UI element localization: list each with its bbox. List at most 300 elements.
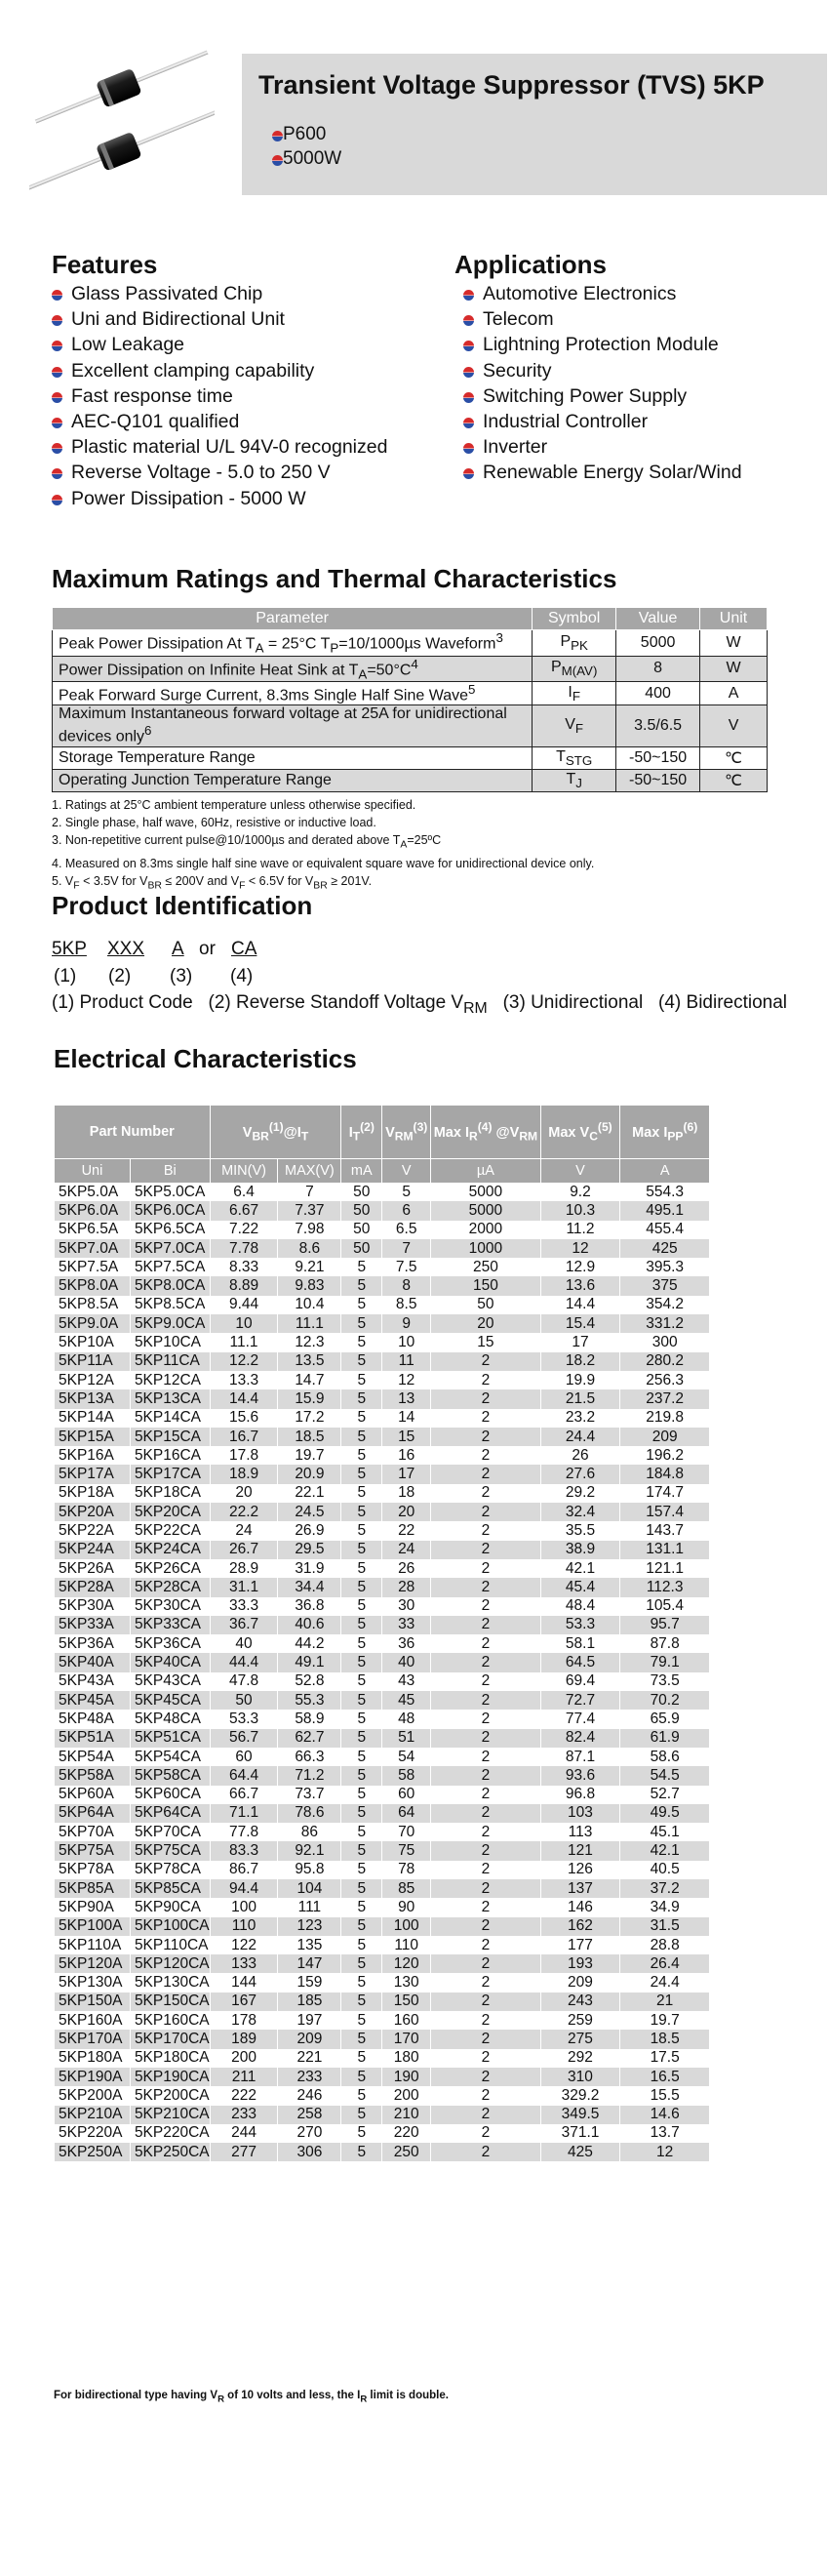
table-cell: 5KP36CA — [130, 1634, 210, 1653]
table-cell: 12.9 — [540, 1258, 620, 1276]
electrical-heading: Electrical Characteristics — [54, 1044, 357, 1073]
table-cell: 5 — [341, 1559, 382, 1578]
num-2: (2) — [108, 966, 132, 986]
table-cell: 5KP64CA — [130, 1804, 210, 1823]
table-cell: 130 — [382, 1973, 431, 1992]
table-row — [55, 1465, 710, 1483]
table-cell: 15.5 — [620, 2086, 710, 2105]
table-cell: 5KP130CA — [130, 1973, 210, 1992]
table-cell: 5KP70A — [55, 1823, 131, 1841]
table-cell: 237.2 — [620, 1389, 710, 1408]
table-cell: 92.1 — [278, 1841, 341, 1860]
code-product: 5KP — [52, 939, 87, 959]
table-cell: 5KP120A — [55, 1954, 131, 1973]
ratings-cell-symbol: $P_{PK}$ — [533, 630, 616, 657]
application-item: Telecom — [483, 308, 554, 331]
table-row — [55, 1446, 710, 1465]
table-cell: 2 — [431, 2106, 540, 2124]
table-cell: 47.8 — [210, 1672, 278, 1691]
table-cell: 8.5 — [382, 1296, 431, 1314]
table-cell: 5KP15CA — [130, 1428, 210, 1446]
table-cell: 219.8 — [620, 1409, 710, 1428]
table-cell: 26 — [382, 1559, 431, 1578]
table-cell: 86 — [278, 1823, 341, 1841]
table-cell: 5 — [341, 1804, 382, 1823]
table-row — [55, 1861, 710, 1879]
table-cell: 5 — [341, 2106, 382, 2124]
electrical-header-cell: Part Number — [55, 1106, 211, 1159]
table-cell: 5 — [341, 1389, 382, 1408]
table-row — [55, 1973, 710, 1992]
table-cell: 495.1 — [620, 1201, 710, 1220]
ratings-cell-unit: ℃ — [700, 769, 768, 791]
table-cell: 2000 — [431, 1221, 540, 1239]
bullet-icon — [52, 290, 62, 301]
table-cell: 222 — [210, 2086, 278, 2105]
features-heading: Features — [52, 250, 158, 279]
table-cell: 5 — [341, 1823, 382, 1841]
table-row — [55, 1653, 710, 1671]
ratings-row — [53, 656, 768, 682]
table-cell: 20 — [382, 1503, 431, 1521]
ratings-cell-parameter: Peak Power Dissipation At $T_A = 25^\circ C$ $T_P=10/1000\mu s$ Waveform$^3$ — [53, 630, 533, 657]
table-row — [55, 1183, 710, 1201]
num-3: (3) — [170, 966, 193, 986]
table-cell: 17.5 — [620, 2049, 710, 2068]
table-cell: 7 — [382, 1239, 431, 1258]
table-cell: 9.83 — [278, 1276, 341, 1295]
table-row — [55, 1710, 710, 1728]
table-cell: 5KP36A — [55, 1634, 131, 1653]
table-cell: 5KP5.0A — [55, 1183, 131, 1201]
table-cell: 5KP64A — [55, 1804, 131, 1823]
table-cell: 28 — [382, 1578, 431, 1596]
ratings-table — [52, 607, 768, 792]
table-cell: 2 — [431, 1484, 540, 1503]
table-cell: 96.8 — [540, 1786, 620, 1804]
feature-item: Low Leakage — [71, 334, 185, 356]
table-row — [55, 1409, 710, 1428]
table-cell: 16.5 — [620, 2068, 710, 2086]
table-cell: 5KP210A — [55, 2106, 131, 2124]
electrical-unit-cell: A — [620, 1159, 710, 1184]
table-row — [55, 1258, 710, 1276]
table-cell: 2 — [431, 1898, 540, 1916]
table-cell: 2 — [431, 1521, 540, 1540]
table-cell: 24 — [210, 1521, 278, 1540]
table-cell: 17.8 — [210, 1446, 278, 1465]
table-row — [55, 1597, 710, 1616]
table-cell: 135 — [278, 1936, 341, 1954]
table-cell: 122 — [210, 1936, 278, 1954]
table-cell: 5KP78A — [55, 1861, 131, 1879]
table-cell: 5KP7.0A — [55, 1239, 131, 1258]
table-cell: 15.9 — [278, 1389, 341, 1408]
table-cell: 2 — [431, 2143, 540, 2161]
feature-item: AEC-Q101 qualified — [71, 411, 240, 432]
bullet-icon — [463, 468, 474, 479]
table-cell: 5KP85A — [55, 1879, 131, 1898]
table-cell: 233 — [278, 2068, 341, 2086]
bullet-icon — [272, 131, 283, 141]
table-cell: 371.1 — [540, 2124, 620, 2143]
table-cell: 9.21 — [278, 1258, 341, 1276]
table-cell: 75 — [382, 1841, 431, 1860]
ratings-cell-value: 8 — [616, 656, 700, 682]
table-cell: 7.22 — [210, 1221, 278, 1239]
table-cell: 5KP26A — [55, 1559, 131, 1578]
table-cell: 22.2 — [210, 1503, 278, 1521]
ratings-cell-value: 400 — [616, 682, 700, 705]
table-cell: 5KP10CA — [130, 1333, 210, 1351]
num-1: (1) — [54, 966, 77, 986]
table-cell: 5KP8.5A — [55, 1296, 131, 1314]
table-cell: 113 — [540, 1823, 620, 1841]
table-cell: 5KP30A — [55, 1597, 131, 1616]
table-row — [55, 2011, 710, 2030]
table-cell: 52.8 — [278, 1672, 341, 1691]
table-cell: 5KP13A — [55, 1389, 131, 1408]
application-item: Switching Power Supply — [483, 384, 688, 407]
table-cell: 17 — [540, 1333, 620, 1351]
table-row — [55, 1786, 710, 1804]
table-cell: 110 — [210, 1917, 278, 1936]
table-cell: 20.9 — [278, 1465, 341, 1483]
table-cell: 48 — [382, 1710, 431, 1728]
electrical-header-cell: Max $I_R^{(4)}$ $@V_{RM}$ — [431, 1106, 540, 1159]
table-cell: 5 — [341, 2068, 382, 2086]
table-row — [55, 1898, 710, 1916]
bullet-icon — [463, 443, 474, 454]
table-cell: 5KP51A — [55, 1729, 131, 1748]
table-cell: 2 — [431, 2124, 540, 2143]
table-row — [55, 1879, 710, 1898]
table-cell: 13.5 — [278, 1352, 341, 1371]
table-cell: 5KP100A — [55, 1917, 131, 1936]
table-cell: 83.3 — [210, 1841, 278, 1860]
table-cell: 210 — [382, 2106, 431, 2124]
bullet-icon — [463, 418, 474, 428]
table-cell: 5KP220A — [55, 2124, 131, 2143]
table-cell: 5 — [341, 1954, 382, 1973]
table-cell: 2 — [431, 1597, 540, 1616]
code-voltage: XXX — [107, 939, 145, 959]
table-cell: 29.2 — [540, 1484, 620, 1503]
table-cell: 5KP250CA — [130, 2143, 210, 2161]
table-cell: 133 — [210, 1954, 278, 1973]
table-cell: 2 — [431, 1653, 540, 1671]
table-cell: 5KP6.5CA — [130, 1221, 210, 1239]
table-cell: 193 — [540, 1954, 620, 1973]
table-cell: 6.67 — [210, 1201, 278, 1220]
ratings-cell-value: 5000 — [616, 630, 700, 657]
table-cell: 5KP7.5CA — [130, 1258, 210, 1276]
table-cell: 19.9 — [540, 1371, 620, 1389]
table-cell: 221 — [278, 2049, 341, 2068]
table-cell: 53.3 — [210, 1710, 278, 1728]
table-cell: 24.4 — [540, 1428, 620, 1446]
table-cell: 5 — [341, 1917, 382, 1936]
table-row — [55, 1314, 710, 1333]
table-cell: 5KP200CA — [130, 2086, 210, 2105]
ratings-col-value: Value — [616, 608, 700, 630]
table-row — [55, 1766, 710, 1785]
table-cell: 349.5 — [540, 2106, 620, 2124]
table-cell: 7.98 — [278, 1221, 341, 1239]
table-row — [55, 1484, 710, 1503]
table-cell: 2 — [431, 1954, 540, 1973]
table-cell: 31.9 — [278, 1559, 341, 1578]
table-cell: 244 — [210, 2124, 278, 2143]
table-cell: 5 — [341, 1861, 382, 1879]
table-cell: 31.5 — [620, 1917, 710, 1936]
table-cell: 58.1 — [540, 1634, 620, 1653]
table-cell: 5KP40A — [55, 1653, 131, 1671]
ratings-row — [53, 746, 768, 769]
table-cell: 13 — [382, 1389, 431, 1408]
table-cell: 24.4 — [620, 1973, 710, 1992]
table-cell: 2 — [431, 1861, 540, 1879]
ratings-note: 2. Single phase, half wave, 60Hz, resistive or inductive load. — [52, 816, 376, 829]
table-cell: 300 — [620, 1333, 710, 1351]
table-cell: 51 — [382, 1729, 431, 1748]
table-cell: 2 — [431, 1616, 540, 1634]
table-cell: 70 — [382, 1823, 431, 1841]
table-cell: 5 — [341, 1653, 382, 1671]
table-cell: 111 — [278, 1898, 341, 1916]
table-cell: 73.5 — [620, 1672, 710, 1691]
table-cell: 5KP58A — [55, 1766, 131, 1785]
table-cell: 146 — [540, 1898, 620, 1916]
feature-item: Fast response time — [71, 384, 233, 407]
table-cell: 2 — [431, 1578, 540, 1596]
bullet-icon — [463, 315, 474, 326]
ratings-heading: Maximum Ratings and Thermal Characteristics — [52, 564, 617, 593]
table-cell: 167 — [210, 1992, 278, 2011]
table-cell: 18.9 — [210, 1465, 278, 1483]
table-cell: 5 — [341, 1973, 382, 1992]
table-cell: 79.1 — [620, 1653, 710, 1671]
electrical-unit-cell: MAX(V) — [278, 1159, 341, 1184]
electrical-unit-cell: V — [540, 1159, 620, 1184]
table-cell: 5 — [341, 1371, 382, 1389]
table-cell: 209 — [278, 2030, 341, 2048]
table-cell: 40.5 — [620, 1861, 710, 1879]
table-cell: 27.6 — [540, 1465, 620, 1483]
table-cell: 425 — [540, 2143, 620, 2161]
table-cell: 82.4 — [540, 1729, 620, 1748]
table-cell: 7 — [278, 1183, 341, 1201]
table-cell: 5 — [341, 1276, 382, 1295]
table-cell: 5KP11CA — [130, 1352, 210, 1371]
table-cell: 5KP160CA — [130, 2011, 210, 2030]
table-cell: 64.4 — [210, 1766, 278, 1785]
table-cell: 5KP28CA — [130, 1578, 210, 1596]
table-cell: 50 — [210, 1691, 278, 1710]
table-cell: 150 — [382, 1992, 431, 2011]
ratings-row — [53, 630, 768, 657]
table-cell: 87.8 — [620, 1634, 710, 1653]
electrical-unit-cell: MIN(V) — [210, 1159, 278, 1184]
table-cell: 170 — [382, 2030, 431, 2048]
table-cell: 44.4 — [210, 1653, 278, 1671]
table-row — [55, 1541, 710, 1559]
table-cell: 2 — [431, 1352, 540, 1371]
table-cell: 178 — [210, 2011, 278, 2030]
ratings-row — [53, 682, 768, 705]
table-cell: 5 — [341, 1578, 382, 1596]
table-cell: 36.7 — [210, 1616, 278, 1634]
table-cell: 15.6 — [210, 1409, 278, 1428]
table-cell: 246 — [278, 2086, 341, 2105]
table-cell: 5KP15A — [55, 1428, 131, 1446]
table-cell: 17 — [382, 1465, 431, 1483]
table-cell: 425 — [620, 1239, 710, 1258]
table-cell: 5KP180CA — [130, 2049, 210, 2068]
table-row — [55, 2124, 710, 2143]
table-cell: 2 — [431, 1371, 540, 1389]
table-cell: 8.89 — [210, 1276, 278, 1295]
table-cell: 5 — [341, 1409, 382, 1428]
table-cell: 9.44 — [210, 1296, 278, 1314]
table-cell: 5KP51CA — [130, 1729, 210, 1748]
table-cell: 54.5 — [620, 1766, 710, 1785]
table-cell: 42.1 — [540, 1559, 620, 1578]
table-cell: 2 — [431, 1766, 540, 1785]
table-cell: 160 — [382, 2011, 431, 2030]
table-cell: 93.6 — [540, 1766, 620, 1785]
table-cell: 5KP10A — [55, 1333, 131, 1351]
table-cell: 36 — [382, 1634, 431, 1653]
table-cell: 250 — [382, 2143, 431, 2161]
bullet-icon — [463, 367, 474, 378]
table-cell: 28.9 — [210, 1559, 278, 1578]
code-uni: A — [172, 939, 184, 959]
ratings-cell-parameter: Maximum Instantaneous forward voltage at 25A for unidirectional devices only$^6$ — [53, 705, 533, 746]
table-cell: 104 — [278, 1879, 341, 1898]
table-cell: 14.7 — [278, 1371, 341, 1389]
table-cell: 258 — [278, 2106, 341, 2124]
table-cell: 5KP12CA — [130, 1371, 210, 1389]
table-cell: 58.6 — [620, 1748, 710, 1766]
table-cell: 50 — [341, 1201, 382, 1220]
table-cell: 375 — [620, 1276, 710, 1295]
table-row — [55, 2106, 710, 2124]
table-cell: 190 — [382, 2068, 431, 2086]
diode-package-icon — [29, 39, 215, 190]
table-cell: 14 — [382, 1409, 431, 1428]
table-cell: 45.1 — [620, 1823, 710, 1841]
table-row — [55, 1333, 710, 1351]
table-cell: 5KP200A — [55, 2086, 131, 2105]
table-cell: 5KP22CA — [130, 1521, 210, 1540]
table-cell: 56.7 — [210, 1729, 278, 1748]
table-cell: 5000 — [431, 1183, 540, 1201]
application-item: Inverter — [483, 436, 548, 459]
table-cell: 5KP130A — [55, 1973, 131, 1992]
ratings-cell-value: -50~150 — [616, 746, 700, 769]
table-cell: 5KP40CA — [130, 1653, 210, 1671]
table-cell: 19.7 — [278, 1446, 341, 1465]
table-cell: 18.5 — [620, 2030, 710, 2048]
table-cell: 5KP11A — [55, 1352, 131, 1371]
table-cell: 10.4 — [278, 1296, 341, 1314]
table-cell: 42.1 — [620, 1841, 710, 1860]
ratings-col-unit: Unit — [700, 608, 768, 630]
table-cell: 15 — [431, 1333, 540, 1351]
table-row — [55, 1729, 710, 1748]
table-cell: 5KP16CA — [130, 1446, 210, 1465]
table-row — [55, 1917, 710, 1936]
table-cell: 38.9 — [540, 1541, 620, 1559]
table-cell: 5KP190A — [55, 2068, 131, 2086]
table-cell: 5 — [341, 1786, 382, 1804]
table-cell: 9 — [382, 1314, 431, 1333]
table-cell: 5KP20A — [55, 1503, 131, 1521]
ratings-cell-unit: W — [700, 656, 768, 682]
applications-heading: Applications — [454, 250, 608, 279]
table-cell: 200 — [382, 2086, 431, 2105]
table-cell: 40.6 — [278, 1616, 341, 1634]
table-cell: 2 — [431, 1503, 540, 1521]
table-cell: 8.6 — [278, 1239, 341, 1258]
table-cell: 35.5 — [540, 1521, 620, 1540]
table-cell: 2 — [431, 1559, 540, 1578]
table-cell: 2 — [431, 2049, 540, 2068]
table-cell: 2 — [431, 1936, 540, 1954]
table-cell: 144 — [210, 1973, 278, 1992]
bullet-icon — [52, 315, 62, 326]
table-cell: 14.4 — [210, 1389, 278, 1408]
table-cell: 6.5 — [382, 1221, 431, 1239]
table-cell: 5KP12A — [55, 1371, 131, 1389]
table-cell: 45 — [382, 1691, 431, 1710]
spec-power: 5000W — [283, 148, 342, 169]
table-row — [55, 1954, 710, 1973]
table-cell: 177 — [540, 1936, 620, 1954]
table-cell: 5KP6.5A — [55, 1221, 131, 1239]
feature-item: Uni and Bidirectional Unit — [71, 308, 285, 331]
table-cell: 5 — [341, 1748, 382, 1766]
table-cell: 395.3 — [620, 1258, 710, 1276]
table-cell: 5KP75A — [55, 1841, 131, 1860]
table-cell: 11.1 — [210, 1333, 278, 1351]
table-cell: 243 — [540, 1992, 620, 2011]
table-cell: 5 — [341, 1672, 382, 1691]
table-cell: 5KP8.0CA — [130, 1276, 210, 1295]
table-cell: 94.4 — [210, 1879, 278, 1898]
product-id-heading: Product Identification — [52, 891, 313, 920]
table-cell: 5KP8.0A — [55, 1276, 131, 1295]
ratings-col-parameter: Parameter — [53, 608, 533, 630]
table-cell: 5KP250A — [55, 2143, 131, 2161]
table-cell: 2 — [431, 2011, 540, 2030]
table-row — [55, 2086, 710, 2105]
table-cell: 196.2 — [620, 1446, 710, 1465]
table-row — [55, 1521, 710, 1540]
bullet-icon — [52, 468, 62, 479]
table-cell: 5KP26CA — [130, 1559, 210, 1578]
table-cell: 8.33 — [210, 1258, 278, 1276]
table-row — [55, 1936, 710, 1954]
table-cell: 5 — [341, 1898, 382, 1916]
table-cell: 2 — [431, 1917, 540, 1936]
table-row — [55, 1371, 710, 1389]
table-cell: 73.7 — [278, 1786, 341, 1804]
table-cell: 50 — [431, 1296, 540, 1314]
ratings-cell-unit: W — [700, 630, 768, 657]
table-cell: 5KP58CA — [130, 1766, 210, 1785]
